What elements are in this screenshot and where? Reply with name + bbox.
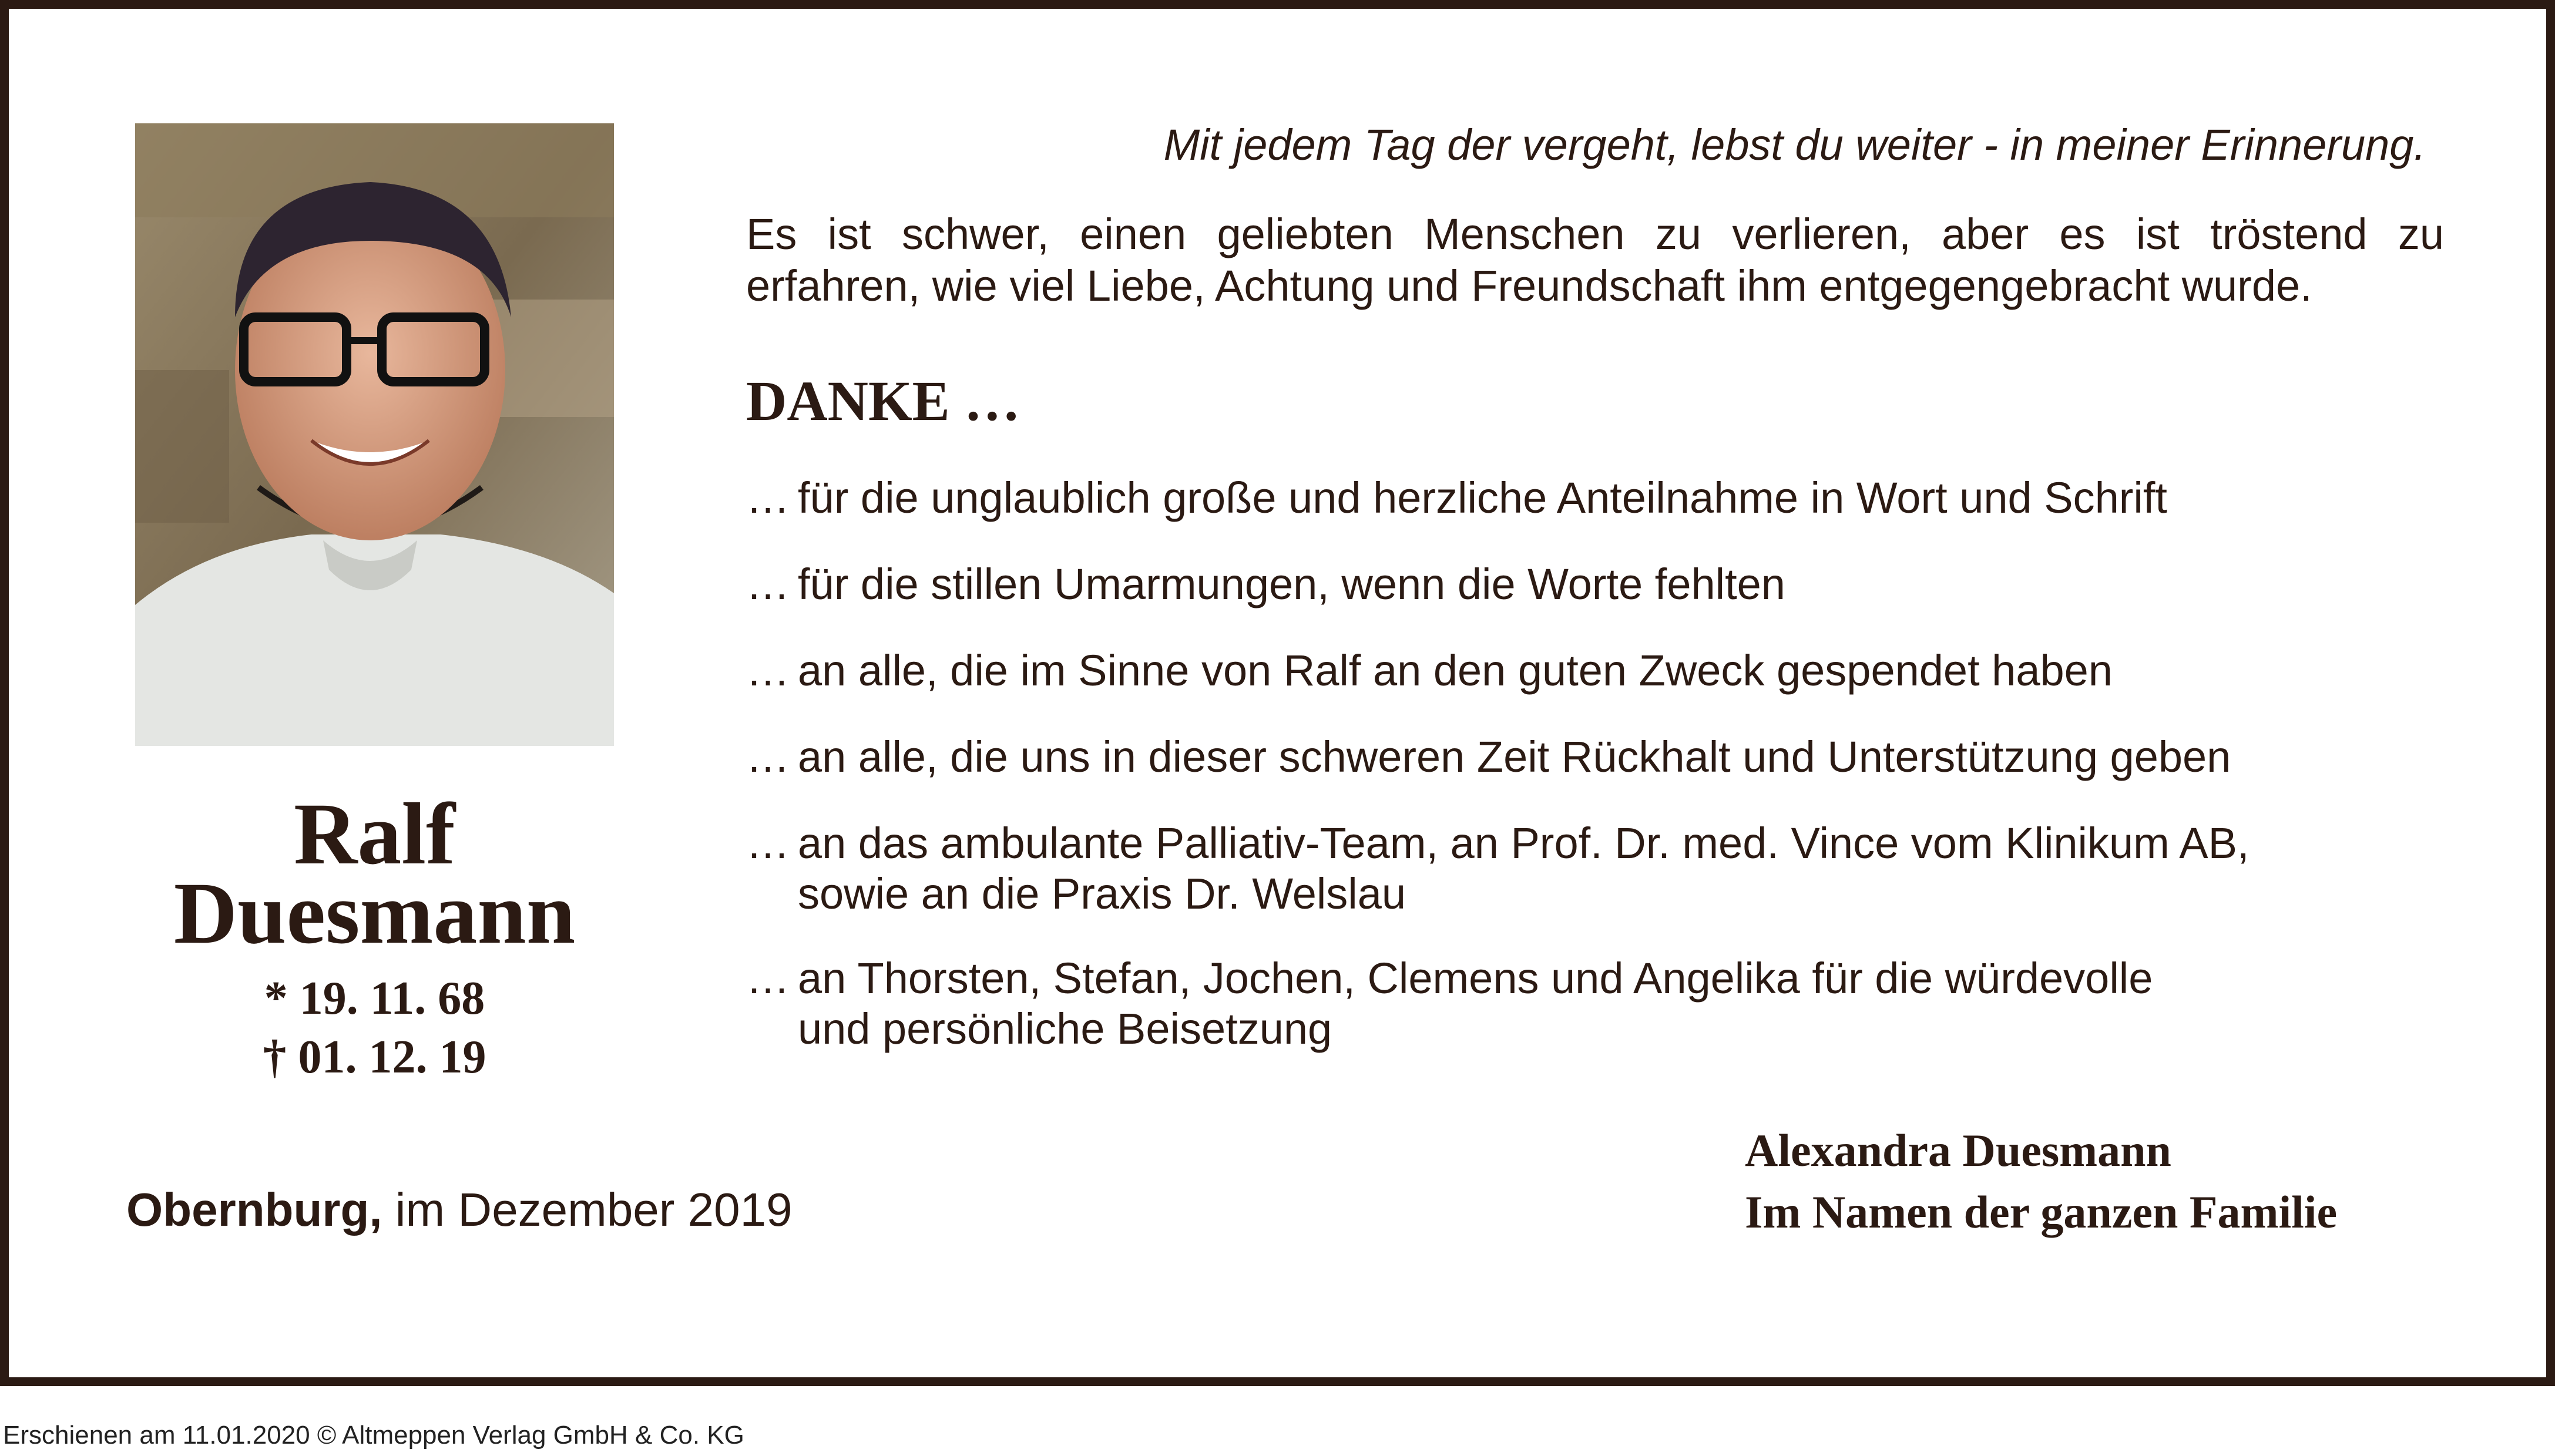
- death-date: † 01. 12. 19: [263, 1031, 486, 1083]
- portrait-photo: [135, 123, 614, 746]
- thanks-text: an alle, die im Sinne von Ralf an den guten Zweck gespendet haben: [798, 646, 2113, 695]
- thanks-item: [746, 953, 2479, 1054]
- thanks-text: für die unglaublich große und herzliche Anteilnahme in Wort und Schrift: [798, 473, 2167, 522]
- birth-date: * 19. 11. 68: [264, 973, 485, 1024]
- thanks-item: [746, 818, 2479, 919]
- thanks-item: [746, 645, 2479, 696]
- ellipsis: …: [746, 819, 790, 867]
- ellipsis: …: [746, 473, 790, 522]
- ellipsis: …: [746, 646, 790, 695]
- thanks-item: [746, 559, 2479, 610]
- intro-line: erfahren, wie viel Liebe, Achtung und Freundschaft ihm entgegengebracht wurde.: [746, 261, 2312, 310]
- thanks-item: [746, 732, 2479, 782]
- thanks-text-continued: und persönliche Beisetzung: [798, 1004, 1332, 1053]
- thanks-text: an das ambulante Palliativ-Team, an Prof. Dr. med. Vince vom Klinikum AB,: [798, 819, 2250, 867]
- ellipsis: …: [746, 560, 790, 608]
- place-date: im Dezember 2019: [382, 1183, 793, 1236]
- deceased-last-name: Duesmann: [173, 865, 576, 962]
- ellipsis: …: [746, 732, 790, 781]
- ellipsis: …: [746, 954, 790, 1003]
- place-date-line: [126, 1183, 793, 1236]
- thanks-text-continued: sowie an die Praxis Dr. Welslau: [798, 869, 1406, 918]
- thanks-text: für die stillen Umarmungen, wenn die Worte fehlten: [798, 560, 1785, 608]
- place-name: Obernburg,: [126, 1183, 382, 1236]
- signature-name: Alexandra Duesmann: [1745, 1125, 2171, 1176]
- thanks-text: an alle, die uns in dieser schweren Zeit Rückhalt und Unterstützung geben: [798, 732, 2231, 781]
- motto-quote: Mit jedem Tag der vergeht, lebst du weiter - in meiner Erinnerung.: [1163, 120, 2426, 169]
- intro-line: Es ist schwer, einen geliebten Menschen zu verlieren, aber es ist tröstend zu: [746, 210, 2444, 258]
- deceased-first-name: Ralf: [294, 785, 455, 883]
- thanks-item: [746, 473, 2479, 523]
- intro-paragraph: [746, 209, 2444, 312]
- signature-family: Im Namen der ganzen Familie: [1745, 1186, 2338, 1238]
- thanks-text: an Thorsten, Stefan, Jochen, Clemens und Angelika für die würdevolle: [798, 954, 2153, 1003]
- publication-footer: Erschienen am 11.01.2020 © Altmeppen Verlag GmbH & Co. KG: [3, 1421, 744, 1450]
- danke-heading: DANKE …: [746, 369, 1020, 432]
